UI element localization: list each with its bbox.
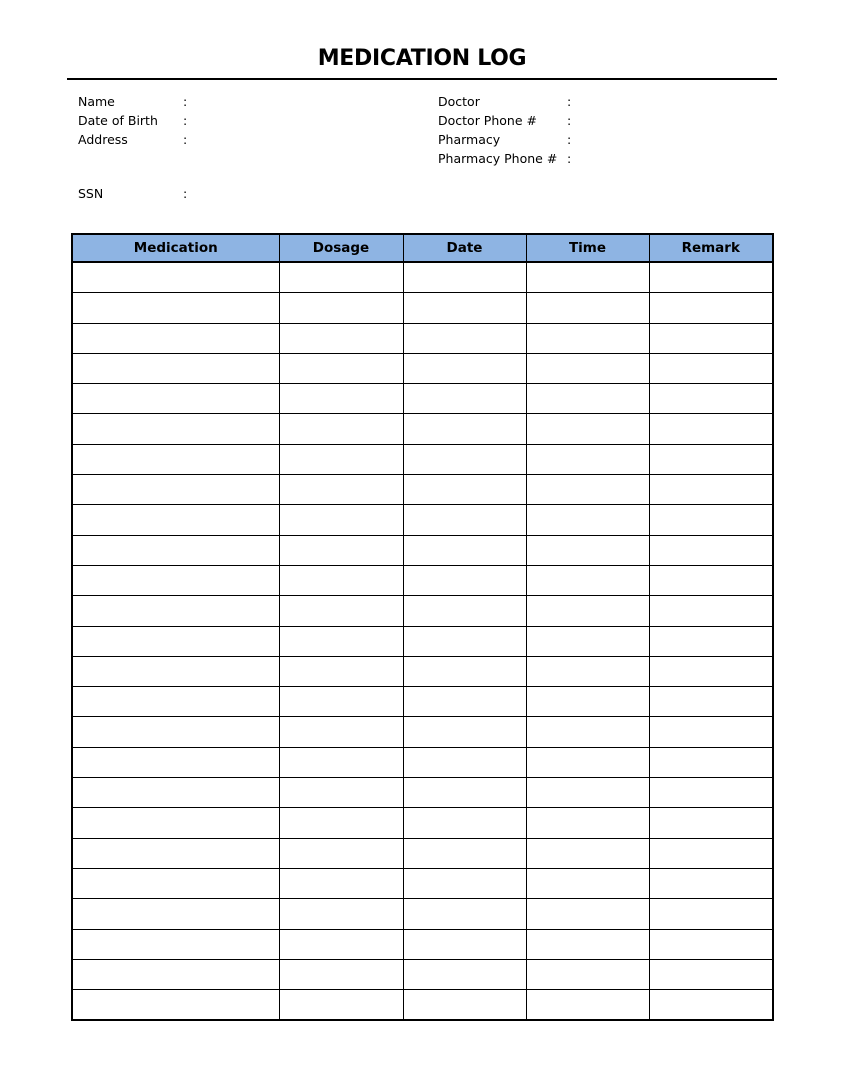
- table-cell[interactable]: [279, 626, 403, 656]
- table-cell[interactable]: [649, 475, 773, 505]
- table-cell[interactable]: [649, 293, 773, 323]
- table-cell[interactable]: [403, 565, 526, 595]
- field-label-address: Address: [78, 132, 128, 147]
- field-label-ssn: SSN: [78, 186, 104, 201]
- table-cell[interactable]: [526, 990, 649, 1021]
- table-cell[interactable]: [649, 868, 773, 898]
- table-cell[interactable]: [526, 444, 649, 474]
- table-cell[interactable]: [72, 565, 279, 595]
- table-cell[interactable]: [649, 808, 773, 838]
- table-cell[interactable]: [526, 262, 649, 293]
- table-cell[interactable]: [72, 505, 279, 535]
- table-cell[interactable]: [526, 323, 649, 353]
- table-cell[interactable]: [72, 959, 279, 989]
- table-cell[interactable]: [649, 384, 773, 414]
- table-cell[interactable]: [526, 747, 649, 777]
- table-cell[interactable]: [403, 323, 526, 353]
- table-cell[interactable]: [526, 838, 649, 868]
- field-row-doctor-phone: [438, 113, 749, 129]
- table-cell[interactable]: [279, 293, 403, 323]
- table-cell[interactable]: [72, 778, 279, 808]
- table-cell[interactable]: [526, 626, 649, 656]
- table-cell[interactable]: [279, 656, 403, 686]
- table-row: [72, 293, 773, 323]
- table-cell[interactable]: [526, 808, 649, 838]
- table-cell[interactable]: [526, 414, 649, 444]
- table-cell[interactable]: [403, 475, 526, 505]
- table-cell[interactable]: [72, 444, 279, 474]
- table-cell[interactable]: [279, 535, 403, 565]
- table-cell[interactable]: [279, 717, 403, 747]
- table-cell[interactable]: [72, 899, 279, 929]
- table-cell[interactable]: [649, 838, 773, 868]
- table-cell[interactable]: [72, 717, 279, 747]
- table-cell[interactable]: [279, 778, 403, 808]
- table-row: [72, 929, 773, 959]
- table-cell[interactable]: [649, 414, 773, 444]
- table-cell[interactable]: [649, 535, 773, 565]
- table-cell[interactable]: [72, 293, 279, 323]
- table-cell[interactable]: [279, 444, 403, 474]
- table-cell[interactable]: [72, 323, 279, 353]
- table-cell[interactable]: [526, 929, 649, 959]
- table-row: [72, 656, 773, 686]
- table-body: [72, 262, 773, 1020]
- table-cell[interactable]: [279, 565, 403, 595]
- column-header-medication: Medication: [72, 234, 279, 262]
- field-separator: :: [183, 113, 188, 128]
- table-cell[interactable]: [72, 414, 279, 444]
- table-cell[interactable]: [403, 929, 526, 959]
- table-cell[interactable]: [72, 656, 279, 686]
- table-cell[interactable]: [403, 656, 526, 686]
- table-cell[interactable]: [403, 262, 526, 293]
- table-header-row: [72, 234, 773, 262]
- table-cell[interactable]: [403, 505, 526, 535]
- table-row: [72, 535, 773, 565]
- table-cell[interactable]: [403, 626, 526, 656]
- table-cell[interactable]: [526, 868, 649, 898]
- table-row: [72, 990, 773, 1021]
- table-cell[interactable]: [72, 929, 279, 959]
- field-row-pharmacy-phone: [438, 151, 749, 167]
- table-cell[interactable]: [279, 505, 403, 535]
- field-label-doctor: Doctor: [438, 94, 480, 109]
- table-row: [72, 414, 773, 444]
- table-cell[interactable]: [403, 899, 526, 929]
- field-label-pharmacy: Pharmacy: [438, 132, 501, 147]
- table-cell[interactable]: [279, 596, 403, 626]
- field-row-pharmacy: [438, 132, 749, 148]
- table-cell[interactable]: [526, 899, 649, 929]
- table-row: [72, 353, 773, 383]
- table-cell[interactable]: [649, 626, 773, 656]
- table-cell[interactable]: [279, 868, 403, 898]
- column-header-time: Time: [526, 234, 649, 262]
- table-row: [72, 868, 773, 898]
- table-cell[interactable]: [72, 990, 279, 1021]
- field-row-doctor: [438, 94, 749, 110]
- table-row: [72, 505, 773, 535]
- table-cell[interactable]: [72, 747, 279, 777]
- column-header-remark: Remark: [649, 234, 773, 262]
- table-cell[interactable]: [403, 414, 526, 444]
- table-cell[interactable]: [649, 899, 773, 929]
- table-cell[interactable]: [403, 838, 526, 868]
- table-cell[interactable]: [526, 535, 649, 565]
- table-cell[interactable]: [526, 353, 649, 383]
- table-cell[interactable]: [403, 778, 526, 808]
- table-cell[interactable]: [279, 475, 403, 505]
- page-title: MEDICATION LOG: [317, 46, 527, 71]
- table-cell[interactable]: [279, 929, 403, 959]
- table-cell[interactable]: [279, 959, 403, 989]
- table-cell[interactable]: [279, 990, 403, 1021]
- field-row-date-of-birth: [78, 113, 365, 129]
- table-cell[interactable]: [72, 262, 279, 293]
- table-cell[interactable]: [72, 475, 279, 505]
- table-cell[interactable]: [649, 565, 773, 595]
- table-cell[interactable]: [526, 778, 649, 808]
- table-cell[interactable]: [649, 656, 773, 686]
- table-cell[interactable]: [403, 717, 526, 747]
- table-cell[interactable]: [403, 747, 526, 777]
- table-cell[interactable]: [279, 899, 403, 929]
- table-cell[interactable]: [403, 990, 526, 1021]
- table-cell[interactable]: [403, 444, 526, 474]
- table-cell[interactable]: [72, 535, 279, 565]
- table-cell[interactable]: [403, 959, 526, 989]
- table-cell[interactable]: [526, 293, 649, 323]
- table-row: [72, 565, 773, 595]
- table-cell[interactable]: [279, 414, 403, 444]
- table-row: [72, 687, 773, 717]
- table-cell[interactable]: [279, 838, 403, 868]
- table-cell[interactable]: [279, 384, 403, 414]
- table-cell[interactable]: [403, 687, 526, 717]
- table-cell[interactable]: [72, 626, 279, 656]
- table-row: [72, 899, 773, 929]
- column-header-dosage: Dosage: [279, 234, 403, 262]
- field-separator: :: [567, 151, 572, 166]
- field-row-address: [78, 132, 365, 148]
- table-row: [72, 475, 773, 505]
- table-cell[interactable]: [526, 384, 649, 414]
- table-cell[interactable]: [526, 959, 649, 989]
- table-row: [72, 384, 773, 414]
- table-row: [72, 262, 773, 293]
- table-cell[interactable]: [72, 687, 279, 717]
- table-cell[interactable]: [403, 535, 526, 565]
- table-cell[interactable]: [72, 808, 279, 838]
- table-cell[interactable]: [279, 353, 403, 383]
- table-cell[interactable]: [649, 262, 773, 293]
- column-header-date: Date: [403, 234, 526, 262]
- field-label-doctor-phone: Doctor Phone #: [438, 113, 537, 128]
- table-cell[interactable]: [526, 565, 649, 595]
- field-separator: :: [183, 186, 188, 201]
- table-cell[interactable]: [526, 475, 649, 505]
- field-separator: :: [183, 94, 188, 109]
- table-cell[interactable]: [403, 596, 526, 626]
- table-cell[interactable]: [403, 808, 526, 838]
- table-cell[interactable]: [526, 687, 649, 717]
- table-cell[interactable]: [72, 353, 279, 383]
- table-cell[interactable]: [72, 868, 279, 898]
- table-cell[interactable]: [649, 687, 773, 717]
- table-cell[interactable]: [649, 747, 773, 777]
- table-cell[interactable]: [403, 384, 526, 414]
- table-cell[interactable]: [526, 505, 649, 535]
- field-row-ssn: [78, 186, 365, 202]
- table-cell[interactable]: [72, 384, 279, 414]
- table-cell[interactable]: [72, 596, 279, 626]
- table-cell[interactable]: [526, 656, 649, 686]
- medication-table: [71, 233, 774, 1021]
- table-row: [72, 808, 773, 838]
- table-cell[interactable]: [649, 929, 773, 959]
- table-row: [72, 959, 773, 989]
- table-header: [72, 234, 773, 262]
- table-row: [72, 778, 773, 808]
- table-cell[interactable]: [649, 353, 773, 383]
- table-cell[interactable]: [649, 959, 773, 989]
- table-row: [72, 323, 773, 353]
- field-label-name: Name: [78, 94, 115, 109]
- table-cell[interactable]: [649, 778, 773, 808]
- table-cell[interactable]: [279, 808, 403, 838]
- field-separator: :: [567, 132, 572, 147]
- field-row-name: [78, 94, 365, 110]
- table-cell[interactable]: [72, 838, 279, 868]
- table-cell[interactable]: [649, 990, 773, 1021]
- table-cell[interactable]: [403, 868, 526, 898]
- field-separator: :: [567, 94, 572, 109]
- table-cell[interactable]: [279, 323, 403, 353]
- field-separator: :: [567, 113, 572, 128]
- table-cell[interactable]: [649, 505, 773, 535]
- table-cell[interactable]: [649, 596, 773, 626]
- table-cell[interactable]: [279, 262, 403, 293]
- table-cell[interactable]: [403, 353, 526, 383]
- field-separator: :: [183, 132, 188, 147]
- table-cell[interactable]: [649, 323, 773, 353]
- table-row: [72, 838, 773, 868]
- table-cell[interactable]: [526, 717, 649, 747]
- title-block: [67, 46, 777, 80]
- field-label-pharmacy-phone: Pharmacy Phone #: [438, 151, 558, 166]
- table-cell[interactable]: [649, 717, 773, 747]
- table-cell[interactable]: [403, 293, 526, 323]
- field-label-date-of-birth: Date of Birth: [78, 113, 158, 128]
- table-row: [72, 444, 773, 474]
- table-cell[interactable]: [526, 596, 649, 626]
- table-row: [72, 747, 773, 777]
- table-row: [72, 596, 773, 626]
- table-cell[interactable]: [279, 747, 403, 777]
- table-row: [72, 626, 773, 656]
- table-cell[interactable]: [649, 444, 773, 474]
- table-cell[interactable]: [279, 687, 403, 717]
- table-row: [72, 717, 773, 747]
